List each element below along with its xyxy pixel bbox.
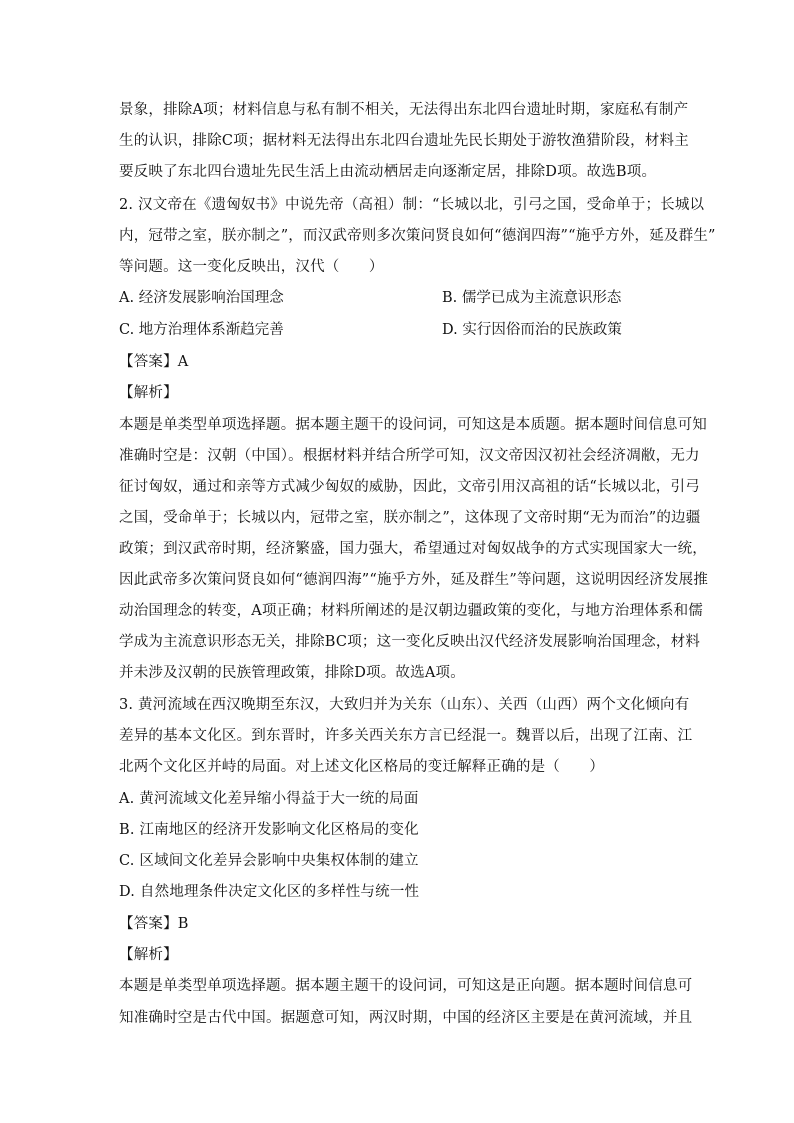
option-c: C. 地方治理体系渐趋完善 (119, 322, 284, 338)
analysis-text: 征讨匈奴，通过和亲等方式减少匈奴的威胁，因此，文帝引用汉高祖的话“长城以北，引弓 (119, 479, 700, 495)
option-b: B. 儒学已成为主流意识形态 (442, 290, 622, 306)
answer-label: 【答案】B (119, 916, 189, 932)
analysis-text: 学成为主流意识形态无关，排除BC项；这一变化反映出汉代经济发展影响治国理念，材料 (119, 634, 701, 650)
analysis-text: 本题是单类型单项选择题。据本题主题干的设问词，可知这是正向题。据本题时间信息可 (119, 978, 693, 994)
question-3-stem: 北两个文化区并峙的局面。对上述文化区格局的变迁解释正确的是（ ） (119, 759, 605, 775)
text-line: 要反映了东北四台遗址先民生活上由流动栖居走向逐渐定居，排除D项。故选B项。 (119, 164, 657, 180)
question-2-stem: 等问题。这一变化反映出，汉代（ ） (119, 259, 384, 275)
option-d: D. 实行因俗而治的民族政策 (442, 322, 622, 338)
analysis-text: 之国，受命单于；长城以内，冠带之室，朕亦制之”，这体现了文帝时期“无为而治”的边疆 (119, 510, 701, 526)
question-3-stem: 差异的基本文化区。到东晋时，许多关西关东方言已经混一。魏晋以后，出现了江南、江 (119, 728, 693, 744)
analysis-text: 并未涉及汉朝的民族管理政策，排除D项。故选A项。 (119, 665, 465, 681)
analysis-text: 准确时空是：汉朝（中国）。根据材料并结合所学可知，汉文帝因汉初社会经济凋敝，无力 (119, 448, 700, 464)
question-2-stem: 2. 汉文帝在《遗匈奴书》中说先帝（高祖）制：“长城以北，引弓之国，受命单于；长城以 (119, 197, 705, 213)
text-line: 景象，排除A项；材料信息与私有制不相关，无法得出东北四台遗址时期，家庭私有制产 (119, 102, 689, 118)
answer-label: 【答案】A (119, 354, 189, 370)
analysis-text: 因此武帝多次策问贤良如何“德润四海”“施乎方外，延及群生”等问题，这说明因经济发展推 (119, 572, 709, 588)
option-c: C. 区域间文化差异会影响中央集权体制的建立 (119, 853, 419, 869)
text-line: 生的认识，排除C项；据材料无法得出东北四台遗址先民长期处于游牧渔猎阶段，材料主 (119, 133, 689, 149)
option-a: A. 经济发展影响治国理念 (119, 290, 284, 306)
option-d: D. 自然地理条件决定文化区的多样性与统一性 (119, 884, 420, 900)
analysis-text: 本题是单类型单项选择题。据本题主题干的设问词，可知这是本质题。据本题时间信息可知 (119, 417, 707, 433)
question-2-stem: 内，冠带之室，朕亦制之”，而汉武帝则多次策问贤良如何“德润四海”“施乎方外，延及群生” (119, 228, 716, 244)
option-b: B. 江南地区的经济开发影响文化区格局的变化 (119, 822, 419, 838)
analysis-label: 【解析】 (119, 947, 178, 963)
option-a: A. 黄河流域文化差异缩小得益于大一统的局面 (119, 791, 419, 807)
analysis-text: 知准确时空是古代中国。据题意可知，两汉时期，中国的经济区主要是在黄河流域，并且 (119, 1010, 693, 1026)
analysis-text: 动治国理念的转变，A项正确；材料所阐述的是汉朝边疆政策的变化，与地方治理体系和儒 (119, 603, 703, 619)
question-3-stem: 3. 黄河流域在西汉晚期至东汉，大致归并为关东（山东）、关西（山西）两个文化倾向有 (119, 697, 690, 713)
analysis-text: 政策；到汉武帝时期，经济繁盛，国力强大，希望通过对匈奴战争的方式实现国家大一统， (119, 541, 707, 557)
analysis-label: 【解析】 (119, 385, 178, 401)
